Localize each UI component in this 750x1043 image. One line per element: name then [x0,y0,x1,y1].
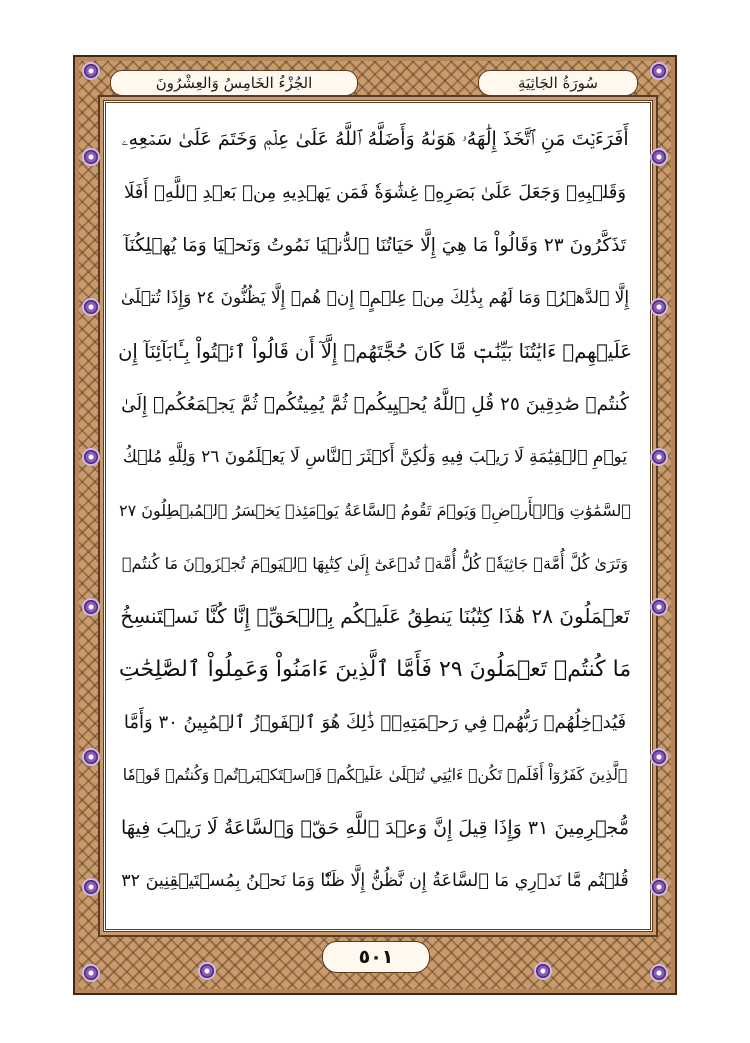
flower-ornament-icon [84,64,98,78]
flower-ornament-icon [652,966,666,980]
flower-ornament-icon [652,300,666,314]
quran-text [118,112,632,916]
flower-ornament-icon [652,64,666,78]
text-line-12: فَيُدۡخِلُهُمۡ رَبُّهُمۡ فِي رَحۡمَتِهِۦۚ ذَٰلِكَ هُوَ ٱلۡفَوۡزُ ٱلۡمُبِينُ ٣٠ وَأَمَّا [123,711,627,733]
text-line-10: تَعۡمَلُونَ ٢٨ هَٰذَا كِتَٰبُنَا يَنطِقُ عَلَيۡكُم بِٱلۡحَقِّۚ إِنَّا كُنَّا نَسۡتَنسِخُ [120,604,630,628]
flower-ornament-icon [200,964,214,978]
flower-ornament-icon [84,750,98,764]
flower-ornament-icon [536,964,550,978]
juz-name-label-box [110,70,358,96]
text-line-11: مَا كُنتُمۡ تَعۡمَلُونَ ٢٩ فَأَمَّا ٱلَّذِينَ ءَامَنُواْ وَعَمِلُواْ ٱلصَّٰلِحَٰتِ [118,656,632,682]
flower-ornament-icon [84,450,98,464]
flower-ornament-icon [84,150,98,164]
text-line-3: تَذَكَّرُونَ ٢٣ وَقَالُواْ مَا هِيَ إِلَّا حَيَاتُنَا ٱلدُّنۡيَا نَمُوتُ وَنَحۡيَا وَمَا يُهۡلِكُنَآ [123,234,627,256]
flower-ornament-icon [652,150,666,164]
surah-name-label-box [478,70,638,96]
flower-ornament-icon [652,600,666,614]
juz-name: الجُزْءُ الخَامِسُ وَالعِشْرُونَ [155,74,313,92]
flower-ornament-icon [652,880,666,894]
flower-ornament-icon [84,966,98,980]
text-line-14: مُّجۡرِمِينَ ٣١ وَإِذَا قِيلَ إِنَّ وَعۡدَ ٱللَّهِ حَقّٞ وَٱلسَّاعَةُ لَا رَيۡبَ فِيهَا [120,817,630,839]
page-number: ٥٠١ [358,946,394,968]
flower-ornament-icon [652,750,666,764]
text-line-8: ٱلسَّمَٰوَٰتِ وَٱلۡأَرۡضِۚ وَيَوۡمَ تَقُومُ ٱلسَّاعَةُ يَوۡمَئِذٖ يَخۡسَرُ ٱلۡمُبۡطِلُونَ ٢٧ [119,500,631,520]
flower-ornament-icon [652,450,666,464]
text-line-2: وَقَلۡبِهِۦ وَجَعَلَ عَلَىٰ بَصَرِهِۦ غِشَٰوَةٗ فَمَن يَهۡدِيهِ مِنۢ بَعۡدِ ٱللَّهِۚ أَفَلَا [123,181,627,203]
flower-ornament-icon [84,880,98,894]
text-line-6: كُنتُمۡ صَٰدِقِينَ ٢٥ قُلِ ٱللَّهُ يُحۡيِيكُمۡ ثُمَّ يُمِيتُكُمۡ ثُمَّ يَجۡمَعُكُمۡ إِلَىٰ [121,393,629,415]
text-line-13: ٱلَّذِينَ كَفَرُوٓاْ أَفَلَمۡ تَكُنۡ ءَايَٰتِي تُتۡلَىٰ عَلَيۡكُمۡ فَٱسۡتَكۡبَرۡتُمۡ وَكُنتُمۡ قَوۡمٗا [122,766,628,784]
text-line-15: قُلۡتُم مَّا نَدۡرِي مَا ٱلسَّاعَةُ إِن نَّظُنُّ إِلَّا ظَنّٗا وَمَا نَحۡنُ بِمُسۡتَيۡقِنِينَ ٣٢ [121,871,629,891]
flower-ornament-icon [84,600,98,614]
page-number-box [322,941,430,973]
text-line-5: عَلَيۡهِمۡ ءَايَٰتُنَا بَيِّنَٰتٖ مَّا كَانَ حُجَّتَهُمۡ إِلَّآ أَن قَالُواْ ٱئۡتُواْ بِـَٔابَآئِنَآ إِن [118,339,632,363]
page-header [100,70,650,94]
text-line-7: يَوۡمِ ٱلۡقِيَٰمَةِ لَا رَيۡبَ فِيهِ وَلَٰكِنَّ أَكۡثَرَ ٱلنَّاسِ لَا يَعۡلَمُونَ ٢٦ وَلِلَّهِ مُلۡكُ [122,447,628,467]
surah-name: سُورَةُ الجَاثِيَةِ [518,74,598,92]
text-line-1: أَفَرَءَيۡتَ مَنِ ٱتَّخَذَ إِلَٰهَهُۥ هَوَىٰهُ وَأَضَلَّهُ ٱللَّهُ عَلَىٰ عِلۡمٖ وَخَتَمَ عَلَىٰ سَمۡعِهِۦ [121,128,629,150]
text-line-9: وَتَرَىٰ كُلَّ أُمَّةٖ جَاثِيَةٗۚ كُلُّ أُمَّةٖ تُدۡعَىٰٓ إِلَىٰ كِتَٰبِهَا ٱلۡيَوۡمَ تُجۡزَوۡنَ مَا كُنتُمۡ [121,553,629,573]
flower-ornament-icon [84,300,98,314]
text-line-4: إِلَّا ٱلدَّهۡرُۚ وَمَا لَهُم بِذَٰلِكَ مِنۡ عِلۡمٍۖ إِنۡ هُمۡ إِلَّا يَظُنُّونَ ٢٤ وَإِذَا تُتۡلَىٰ [120,288,630,308]
